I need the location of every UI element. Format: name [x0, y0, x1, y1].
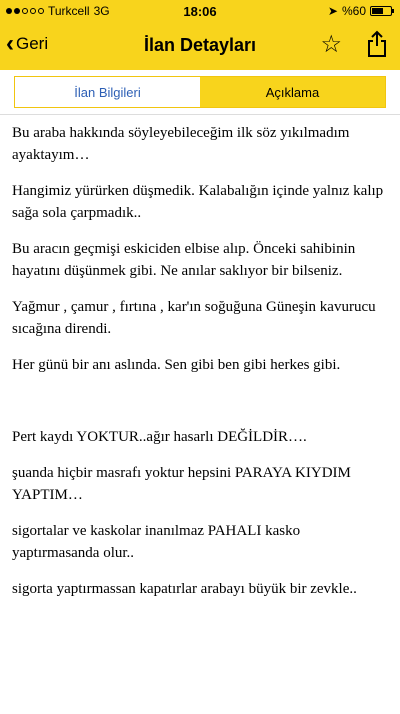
paragraph: Hangimiz yürürken düşmedik. Kalabalığın içinde yalnız kalıp sağa sola çarpmadık..: [12, 183, 384, 221]
spacer: [12, 390, 388, 426]
star-outline-icon[interactable]: ☆: [320, 31, 342, 58]
back-label: Geri: [16, 34, 49, 53]
nav-bar: [0, 22, 400, 70]
share-icon[interactable]: [366, 30, 388, 58]
paragraph: Yağmur , çamur , fırtına , kar'ın soğuğuna Güneşin kavurucu sıcağına direndi.: [12, 299, 376, 337]
chevron-left-icon: ‹: [6, 30, 14, 57]
paragraph: Her günü bir anı aslında. Sen gibi ben gibi herkes gibi.: [12, 357, 341, 373]
paragraph: sigortalar ve kaskolar inanılmaz PAHALI kasko yaptırmasanda olur..: [12, 523, 301, 561]
segmented-tabs: [14, 76, 386, 108]
paragraph: sigorta yaptırmassan kapatırlar arabayı büyük bir zevkle..: [12, 581, 357, 597]
paragraph: Pert kaydı YOKTUR..ağır hasarlı DEĞİLDİR….: [12, 429, 307, 445]
status-time: 18:06: [183, 4, 217, 19]
status-bar: [0, 0, 400, 22]
battery-icon: [370, 6, 392, 16]
tab-aciklama[interactable]: Açıklama: [200, 77, 385, 107]
paragraph: Bu araba hakkında söyleyebileceğim ilk söz yıkılmadım ayaktayım…: [12, 125, 350, 163]
status-right: [328, 4, 392, 18]
tab-ilan-bilgileri[interactable]: İlan Bilgileri: [15, 77, 200, 107]
page-title: İlan Detayları: [143, 35, 257, 55]
divider: [0, 114, 400, 115]
paragraph: şuanda hiçbir masrafı yoktur hepsini PARAYA KIYDIM YAPTIM…: [12, 465, 351, 503]
location-icon: ➤: [327, 4, 338, 18]
paragraph: Bu aracın geçmişi eskiciden elbise alıp. Önceki sahibinin hayatını düşünmek gibi. Ne anılar saklıyor bir bilseniz.: [12, 241, 356, 279]
battery-label: %60: [341, 4, 366, 18]
carrier-label: Turkcell: [48, 4, 90, 18]
network-label: 3G: [93, 4, 110, 18]
description-text: [12, 122, 388, 614]
top-bar: [0, 0, 400, 70]
